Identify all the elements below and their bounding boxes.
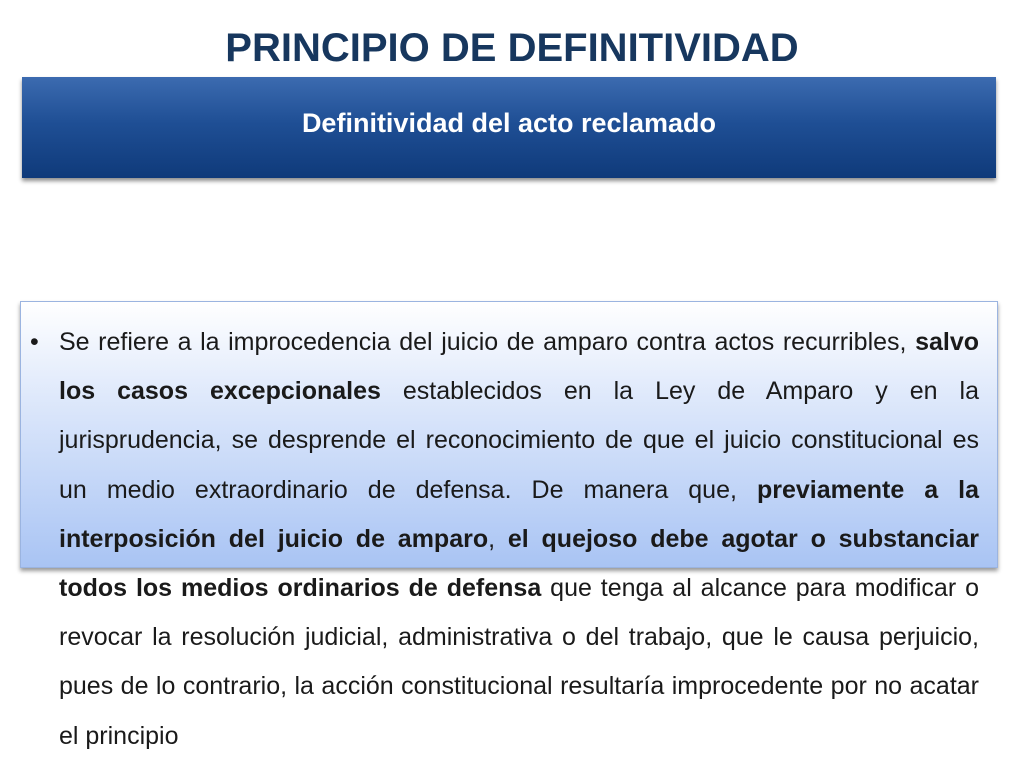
bold-segment: el quejoso debe agotar o substanciar todos los medios ordinarios de defensa (59, 524, 979, 603)
subtitle-banner (22, 77, 996, 178)
bullet-icon: • (30, 328, 39, 356)
bold-segment: previamente a la interposición del juicio de amparo (59, 475, 980, 553)
bold-segment: salvo los casos excepcionales (59, 328, 979, 406)
slide-title: PRINCIPIO DE DEFINITIVIDAD (225, 26, 799, 70)
text-segment: que tenga al alcance para modificar o revocar la resolución judicial, administrativa o del trabajo, que le causa perjuicio, pues de lo contrario, la acción constitucional resultaría improcedente por no acatar el principio (59, 574, 979, 750)
body-paragraph (59, 318, 979, 761)
subtitle-text: Definitividad del acto reclamado (301, 108, 717, 138)
text-segment: , (488, 524, 508, 553)
text-segment: Se refiere a la improcedencia del juicio de amparo contra actos recurribles, (59, 328, 916, 356)
text-segment: establecidos en la Ley de Amparo y en la jurisprudencia, se desprende el reconocimiento de que el juicio constitucional es un medio extraordinario de defensa. De manera que, (59, 377, 979, 504)
